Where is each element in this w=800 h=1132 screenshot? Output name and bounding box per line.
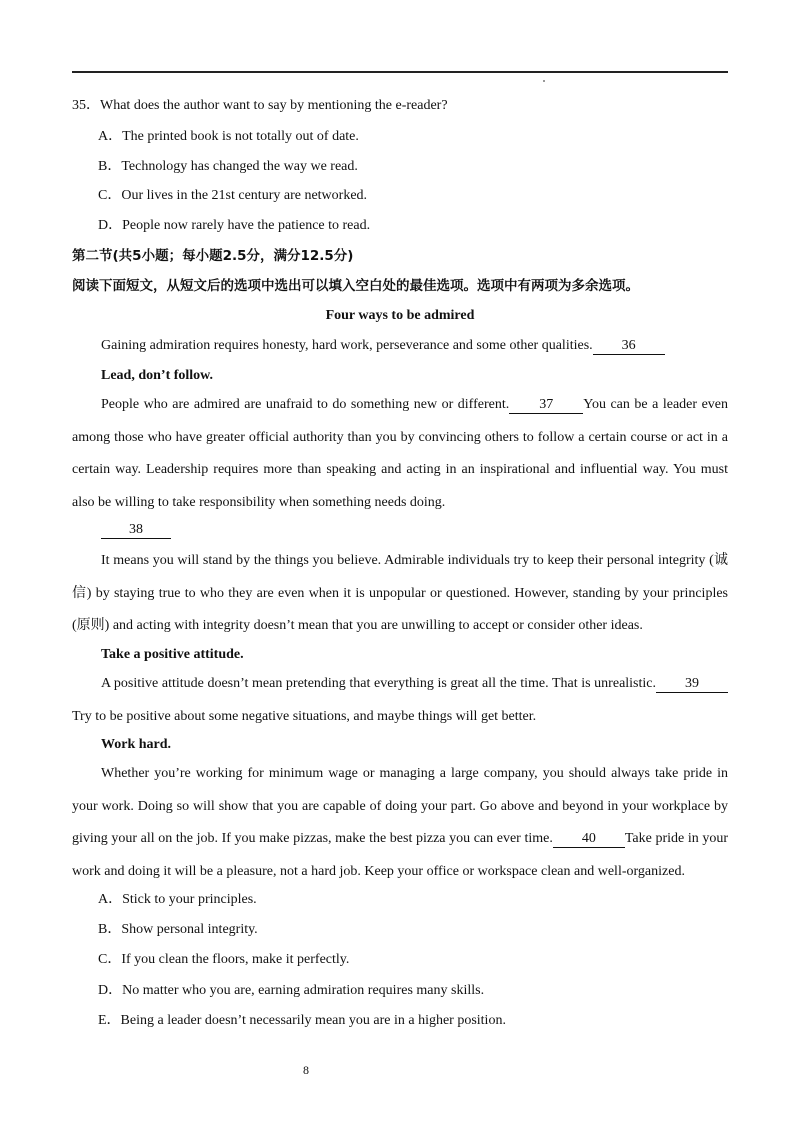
q35-option-c[interactable]: C．Our lives in the 21st century are networked. [98,188,368,203]
heading-lead: Lead, don’t follow. [101,368,214,383]
section2-heading: 第二节(共5小题；每小题2.5分，满分12.5分) [72,248,354,264]
heading-positive: Take a positive attitude. [101,647,244,662]
blank-37[interactable]: 37 [509,396,583,414]
header-mark [543,80,545,82]
page-number: 8 [303,1063,309,1077]
choice-a[interactable]: A．Stick to your principles. [98,892,257,907]
choice-b[interactable]: B．Show personal integrity. [98,922,258,937]
blank-40[interactable]: 40 [553,830,625,848]
p3-after: Try to be positive about some negative situations, and maybe things will get better. [72,708,537,724]
blank-36[interactable]: 36 [593,337,665,355]
passage-title: Four ways to be admired [325,308,475,323]
q35-option-a[interactable]: A．The printed book is not totally out of date. [98,129,359,144]
paragraph-integrity [72,545,728,643]
q35-stem: 35．What does the author want to say by mentioning the e-reader? [72,98,448,113]
p3-before: A positive attitude doesn’t mean pretending that everything is great all the time. That is unrealistic. [101,676,656,691]
paragraph-work-hard [72,758,728,888]
header-rule [72,71,728,73]
choice-e[interactable]: E．Being a leader doesn’t necessarily mean you are in a higher position. [98,1013,506,1028]
blank-38[interactable]: 38 [101,521,171,539]
blank-39[interactable]: 39 [656,675,728,693]
paragraph-lead [72,389,728,519]
passage-intro [72,336,761,356]
heading-work-hard: Work hard. [101,737,172,752]
q35-option-b[interactable]: B．Technology has changed the way we read. [98,159,358,174]
p2-text: It means you will stand by the things you believe. Admirable individuals try to keep their personal integrity (诚信) by staying true to who they are even when it is unpopular or questioned. However, standing by your principles (原则) and acting with integrity doesn’t mean that you are unwilling to accept or consider other ideas. [72,553,728,633]
q35-option-d[interactable]: D．People now rarely have the patience to read. [98,218,371,233]
p4-after: Take pride in your work and doing it will be a pleasure, not a hard job. Keep your office or workspace clean and well-organized. [72,831,728,879]
p1-before: People who are admired are unafraid to do something new or different. [101,397,510,412]
choice-d[interactable]: D．No matter who you are, earning admiration requires many skills. [98,983,485,998]
p4-before: Whether you’re working for minimum wage or managing a large company, you should always take pride in your work. Doing so will show that you are capable of doing your part. Go above and beyond in your workplace by giving your all on the job. If you make pizzas, make the best pizza you can ever time. [72,766,728,846]
intro-text: Gaining admiration requires honesty, hard work, perseverance and some other qualities. [101,338,593,353]
heading-blank-38 [72,520,761,540]
p1-after: You can be a leader even among those who have greater official authority than you by convincing others to follow a certain course or act in a certain way. Leadership requires more than speaking and acting in an inspirational and influential way. You must also be willing to take responsibility when something needs doing. [72,397,728,510]
paragraph-positive [72,668,728,733]
choice-c[interactable]: C．If you clean the floors, make it perfectly. [98,952,350,967]
section2-instruction: 阅读下面短文，从短文后的选项中选出可以填入空白处的最佳选项。选项中有两项为多余选项。 [72,278,639,294]
